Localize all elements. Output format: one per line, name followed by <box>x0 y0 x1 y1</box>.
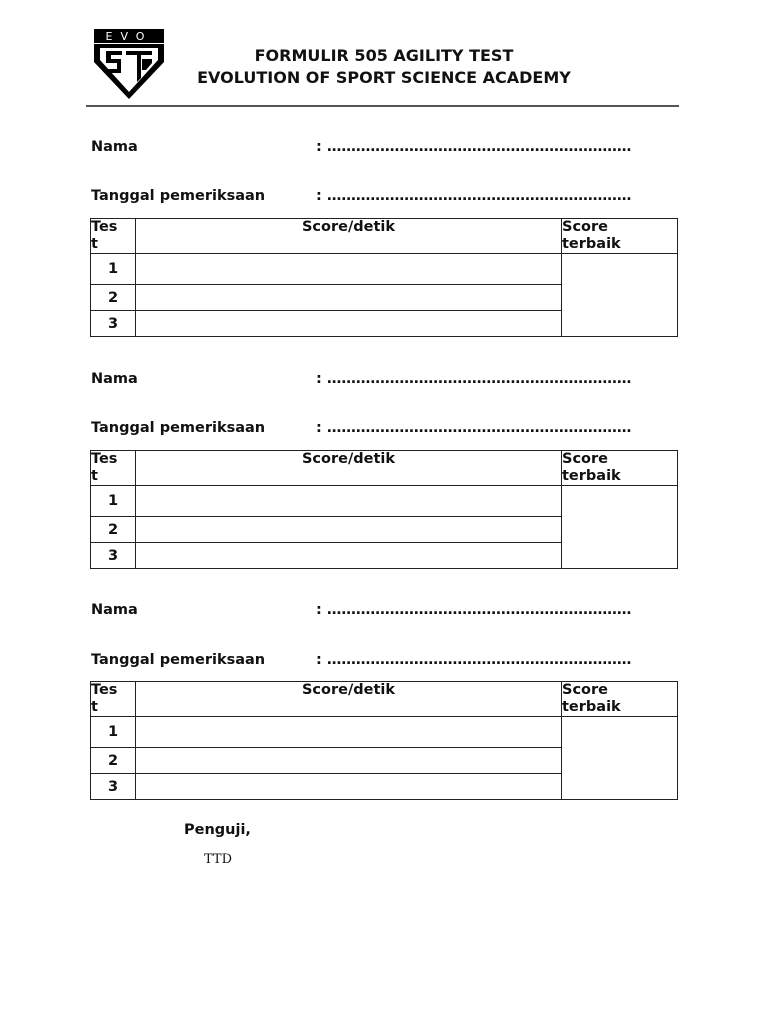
signature-text: TTD <box>204 852 233 867</box>
name-field[interactable]: : ……………………………………………………… <box>316 139 632 155</box>
exam-date-field[interactable]: : ……………………………………………………… <box>316 652 632 668</box>
exam-date-label: Tanggal pemeriksaan <box>91 652 266 668</box>
best-score-cell[interactable] <box>562 717 678 800</box>
academy-title: EVOLUTION OF SPORT SCIENCE ACADEMY <box>197 68 571 87</box>
test-number: 1 <box>91 717 136 748</box>
col-score-header: Score/detik <box>136 451 562 486</box>
name-field[interactable]: : ……………………………………………………… <box>316 371 632 387</box>
test-number: 3 <box>91 311 136 337</box>
test-number: 3 <box>91 774 136 800</box>
col-score-header: Score/detik <box>136 219 562 254</box>
score-cell[interactable] <box>136 311 562 337</box>
score-table <box>90 218 678 337</box>
test-number: 2 <box>91 285 136 311</box>
col-test-header: Tes t <box>91 219 136 254</box>
test-number: 1 <box>91 486 136 517</box>
col-score-header: Score/detik <box>136 682 562 717</box>
name-label: Nama <box>91 139 138 155</box>
name-label: Nama <box>91 602 138 618</box>
score-table <box>90 681 678 800</box>
score-cell[interactable] <box>136 748 562 774</box>
score-table <box>90 450 678 569</box>
test-number: 2 <box>91 748 136 774</box>
score-cell[interactable] <box>136 254 562 285</box>
exam-date-field[interactable]: : ……………………………………………………… <box>316 420 632 436</box>
name-label: Nama <box>91 371 138 387</box>
exam-date-label: Tanggal pemeriksaan <box>91 420 266 436</box>
header-divider <box>86 105 679 107</box>
score-cell[interactable] <box>136 717 562 748</box>
best-score-cell[interactable] <box>562 486 678 569</box>
col-best-header: Score terbaik <box>562 682 678 717</box>
svg-text:EVO: EVO <box>105 30 153 43</box>
score-cell[interactable] <box>136 774 562 800</box>
col-test-header: Tes t <box>91 451 136 486</box>
score-cell[interactable] <box>136 543 562 569</box>
col-test-header: Tes t <box>91 682 136 717</box>
examiner-label: Penguji, <box>184 822 251 838</box>
col-best-header: Score terbaik <box>562 219 678 254</box>
form-title: FORMULIR 505 AGILITY TEST <box>254 46 514 65</box>
score-cell[interactable] <box>136 486 562 517</box>
exam-date-label: Tanggal pemeriksaan <box>91 188 266 204</box>
best-score-cell[interactable] <box>562 254 678 337</box>
score-cell[interactable] <box>136 517 562 543</box>
exam-date-field[interactable]: : ……………………………………………………… <box>316 188 632 204</box>
test-number: 2 <box>91 517 136 543</box>
test-number: 1 <box>91 254 136 285</box>
col-best-header: Score terbaik <box>562 451 678 486</box>
name-field[interactable]: : ……………………………………………………… <box>316 602 632 618</box>
test-number: 3 <box>91 543 136 569</box>
score-cell[interactable] <box>136 285 562 311</box>
